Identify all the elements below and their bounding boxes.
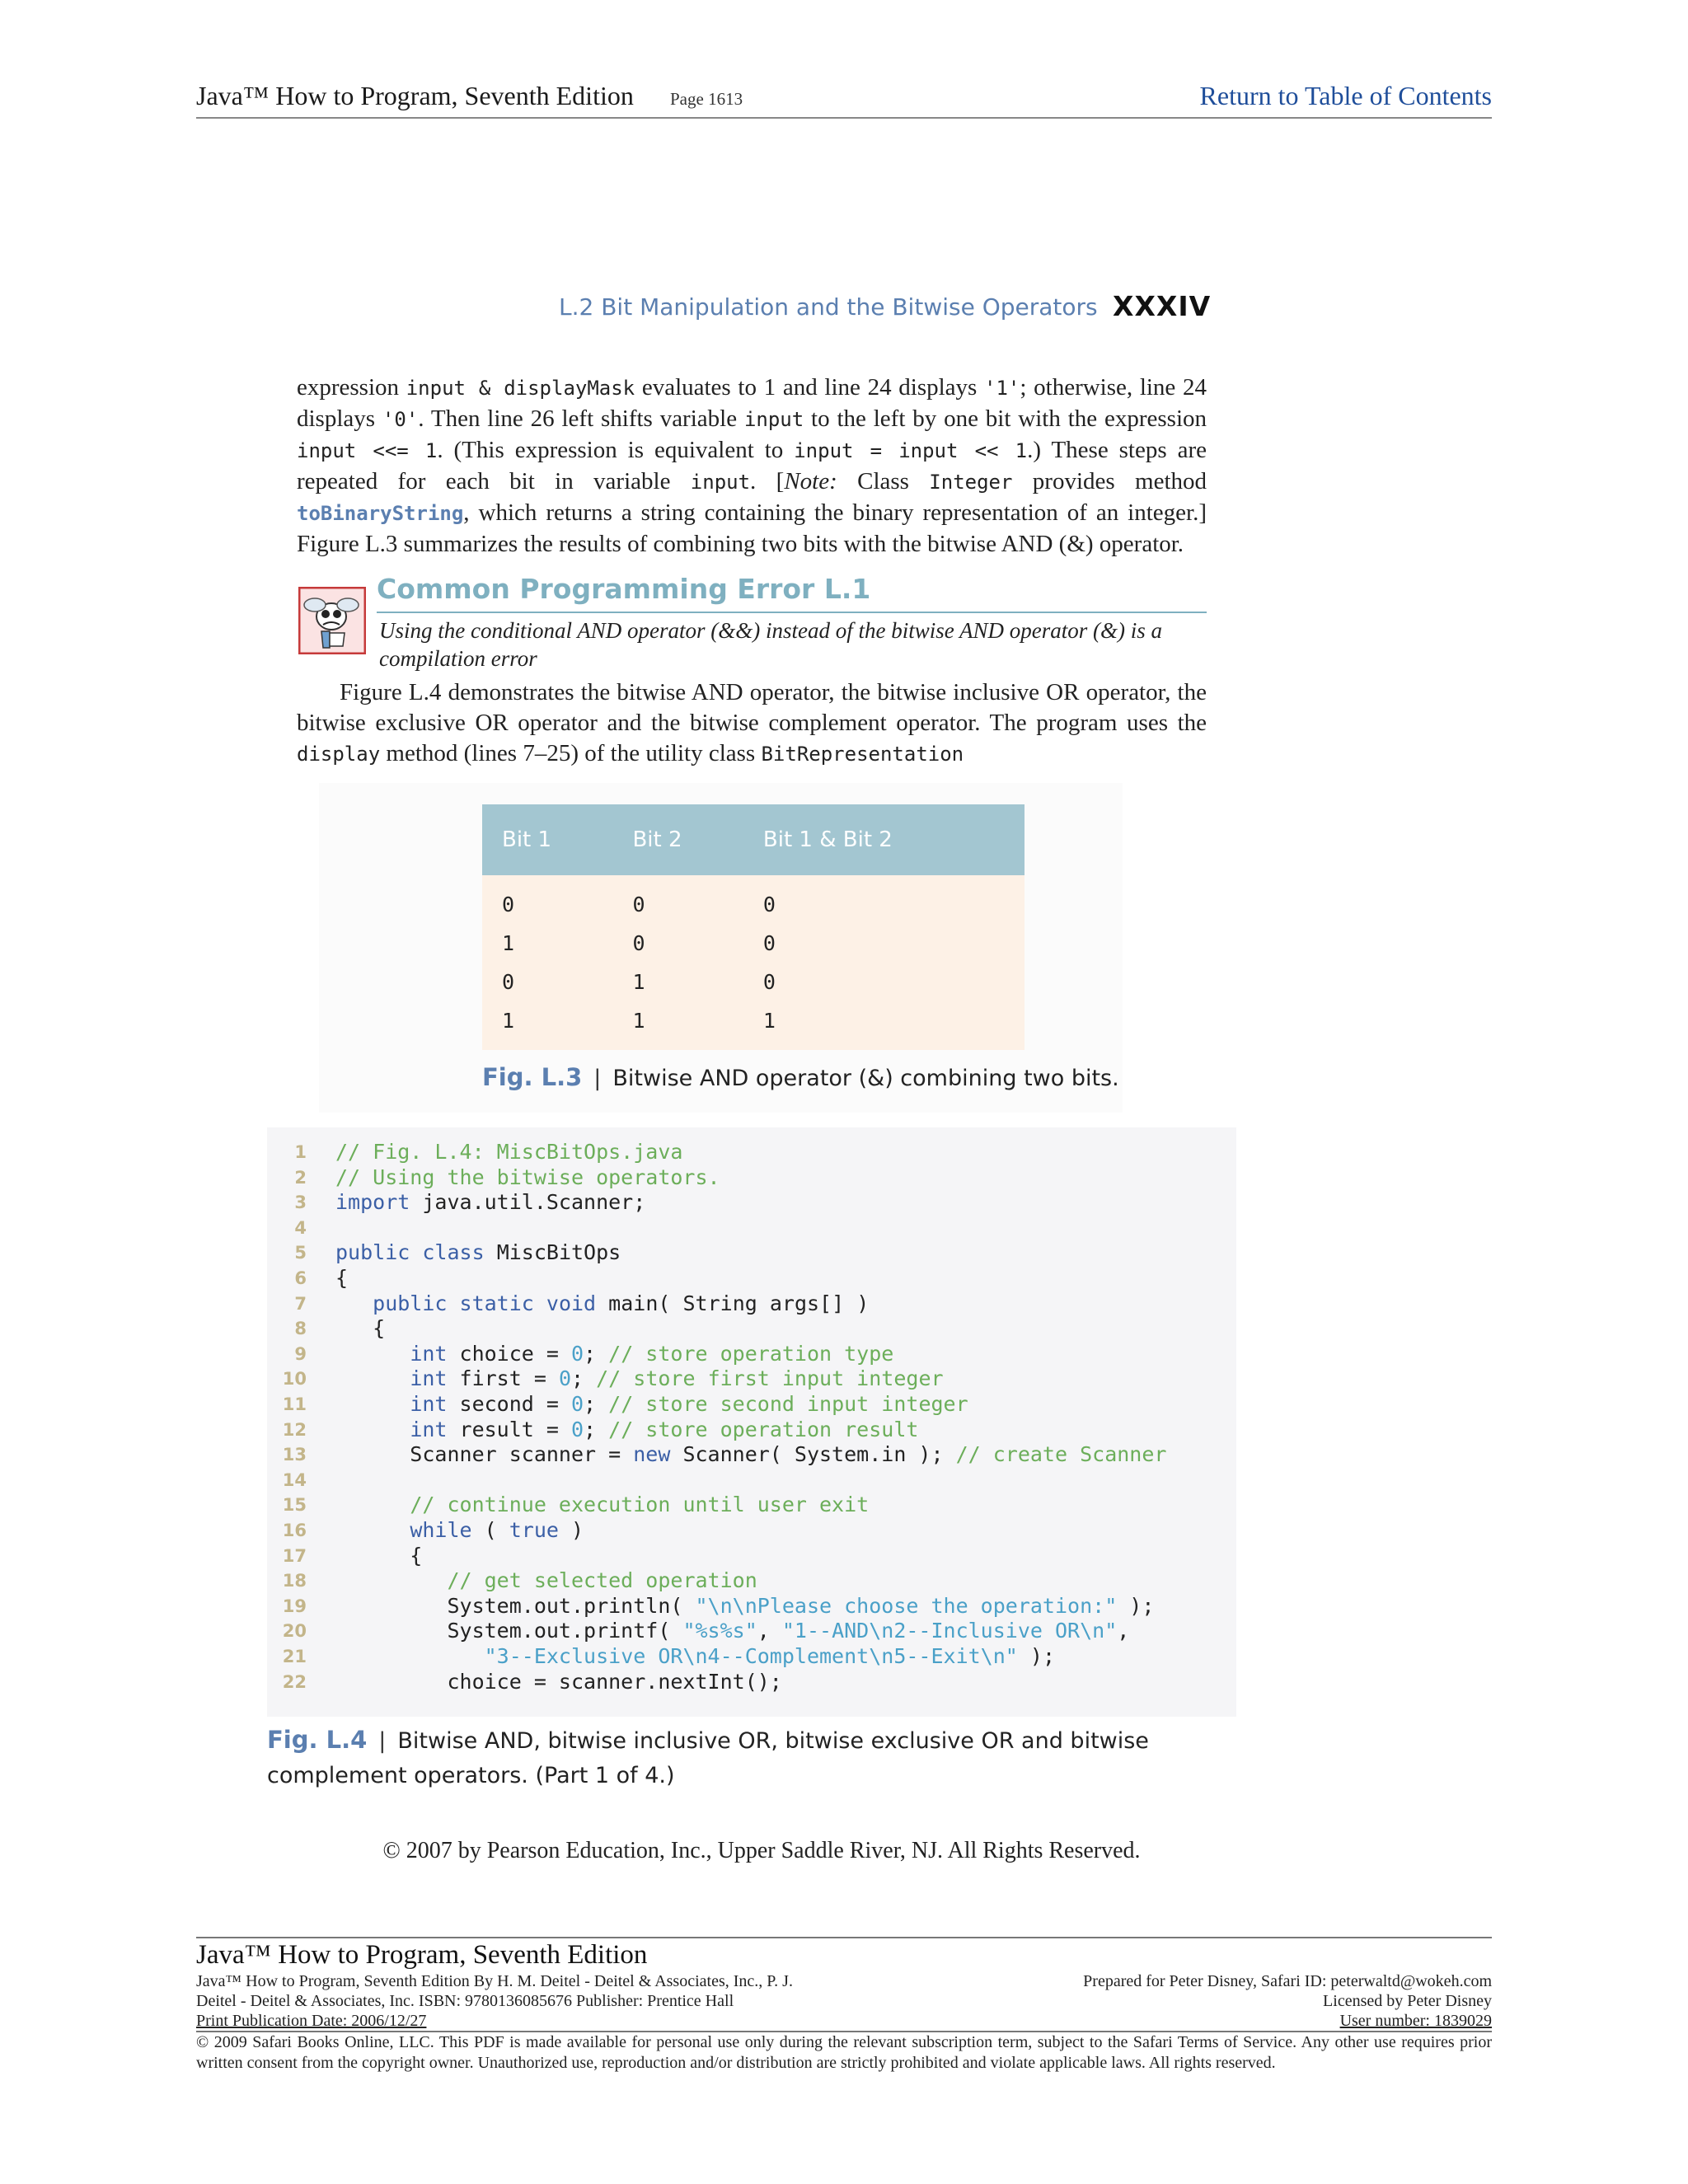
table-row: [482, 924, 1025, 963]
table-row: [482, 1001, 1025, 1050]
code-line: System.out.println( "\n\nPlease choose the operation:" );: [335, 1593, 1155, 1618]
footer-prepared-for: Prepared for Peter Disney, Safari ID: peterwaltd@wokeh.com: [1083, 1972, 1492, 1990]
section-running-head: L.2 Bit Manipulation and the Bitwise Operators: [559, 293, 1098, 321]
code-line: "3--Exclusive OR\n4--Complement\n5--Exit\n" );: [484, 1644, 1055, 1668]
footer-book-title: Java™ How to Program, Seventh Edition: [196, 1940, 648, 1970]
bitwise-and-table: [482, 804, 1025, 1050]
code-line: choice = scanner.nextInt();: [335, 1669, 782, 1694]
table-cell: 0: [482, 875, 612, 924]
code-line-number: 10: [282, 1369, 307, 1390]
table-cell: 1: [743, 1001, 1025, 1050]
page-label: Page 1613: [670, 89, 743, 109]
code-line-number: 21: [282, 1647, 307, 1666]
figure-l4-caption: Fig. L.4 | Bitwise AND, bitwise inclusive OR, bitwise exclusive OR and bitwise complement operators. (Part 1 of 4.): [267, 1726, 1149, 1788]
code-line: public static void main( String args[] ): [373, 1291, 870, 1315]
code-line-number: 1: [294, 1142, 307, 1162]
code-line: int result = 0; // store operation result: [410, 1417, 919, 1441]
table-cell: 0: [743, 924, 1025, 963]
code-line-number: 8: [294, 1319, 307, 1339]
footer-line: Deitel - Deitel & Associates, Inc. ISBN: 9780136085676 Publisher: Prentice Hall: [196, 1992, 734, 2010]
code-line: System.out.printf( "%s%s", "1--AND\n2--Inclusive OR\n",: [335, 1619, 1130, 1643]
code-line-number: 22: [282, 1671, 307, 1692]
code-line-number: 14: [282, 1469, 307, 1490]
code-line: {: [335, 1543, 423, 1568]
body-paragraph-1: expression input & displayMask evaluates to 1 and line 24 displays '1'; otherwise, line 24 displays '0'. Then line 26 left shifts variable input to the left by one bit with the expression input <<= 1. (This expression is equivalent to input = input << 1.) These steps are repeated for each bit in variable input. [Note: Class Integer provides method toBinaryString, which returns a string containing the binary representation of an integer.] Figure L.3 summarizes the results of combining two bits with the bitwise AND (&) operator.: [297, 374, 1207, 557]
code-line-number: 7: [294, 1293, 307, 1314]
code-line: // Fig. L.4: MiscBitOps.java: [335, 1140, 683, 1164]
code-line: public class MiscBitOps: [335, 1240, 621, 1265]
table-row: [482, 963, 1025, 1001]
table-header-row: [482, 804, 1025, 875]
table-header-cell: Bit 2: [612, 804, 743, 875]
footer-line: Java™ How to Program, Seventh Edition By H. M. Deitel - Deitel & Associates, Inc., P. J.: [196, 1972, 793, 1990]
code-line: Scanner scanner = new Scanner( System.in ); // create Scanner: [335, 1442, 1167, 1467]
code-line-number: 11: [282, 1394, 307, 1414]
code-line-number: 15: [282, 1495, 307, 1516]
code-line-number: 5: [294, 1243, 307, 1263]
footer-licensed-by: Licensed by Peter Disney: [1323, 1992, 1492, 2010]
page-number: XXXIV: [1113, 290, 1212, 322]
figure-label: Fig. L.4: [267, 1726, 368, 1754]
table-cell: 1: [612, 1001, 743, 1050]
code-line: {: [335, 1266, 349, 1290]
footer-line: Print Publication Date: 2006/12/27: [196, 2012, 427, 2030]
code-line: int choice = 0; // store operation type: [410, 1341, 894, 1366]
code-listing: [267, 1127, 1236, 1717]
table-cell: 1: [482, 1001, 612, 1050]
figure-caption-text: Bitwise AND, bitwise inclusive OR, bitwise exclusive OR and bitwise complement operators. (Part 1 of 4.): [267, 1728, 1149, 1788]
return-to-toc-link[interactable]: Return to Table of Contents: [1199, 81, 1492, 110]
code-line-number: 9: [294, 1343, 307, 1364]
code-line-number: 12: [282, 1419, 307, 1440]
footer-user-number: User number: 1839029: [1339, 2012, 1492, 2030]
code-line-number: 18: [282, 1571, 307, 1591]
code-line-number: 20: [282, 1621, 307, 1642]
error-box-rule: [377, 612, 1207, 613]
footer-rule: [196, 1937, 1492, 1938]
bug-thumbs-down-icon: [298, 587, 366, 654]
table-cell: 0: [612, 924, 743, 963]
footer-legal-notice: © 2009 Safari Books Online, LLC. This PDF is made available for personal use only during the relevant subscription term, subject to the Safari Terms of Service. Any other use requires prior written consent from the copyright owner. Unauthorized use, reproduction and/or distribution are strictly prohibited and violate applicable laws. All rights reserved.: [196, 2033, 1492, 2072]
page-header: [196, 76, 1492, 119]
code-line-number: 6: [294, 1268, 307, 1288]
table-cell: 0: [482, 963, 612, 1001]
error-box-heading: Common Programming Error L.1: [377, 573, 871, 605]
copyright-notice: © 2007 by Pearson Education, Inc., Upper Saddle River, NJ. All Rights Reserved.: [382, 1838, 1141, 1863]
code-line-number: 3: [294, 1193, 307, 1213]
code-line: int second = 0; // store second input integer: [410, 1392, 968, 1416]
code-line: // Using the bitwise operators.: [335, 1165, 720, 1189]
code-line-number: 19: [282, 1596, 307, 1616]
code-line-number: 17: [282, 1545, 307, 1566]
to-binary-string-link[interactable]: toBinaryString: [297, 502, 464, 525]
error-box-text: Using the conditional AND operator (&&) instead of the bitwise AND operator (&) is a compilation error: [379, 618, 1162, 671]
code-line: // get selected operation: [447, 1568, 757, 1593]
table-cell: 0: [743, 963, 1025, 1001]
code-line-number: 4: [294, 1217, 307, 1238]
table-header-cell: Bit 1 & Bit 2: [743, 804, 1025, 875]
table-cell: 1: [612, 963, 743, 1001]
code-line-number: 16: [282, 1521, 307, 1540]
table-header-cell: Bit 1: [482, 804, 612, 875]
figure-label: Fig. L.3: [482, 1063, 583, 1091]
footer-license-info: [1083, 1971, 1492, 2031]
code-line: int first = 0; // store first input integer: [410, 1366, 944, 1391]
table-cell: 0: [612, 875, 743, 924]
figure-l3-caption: Fig. L.3 | Bitwise AND operator (&) combining two bits.: [482, 1063, 1119, 1091]
code-line-number: 13: [282, 1445, 307, 1465]
code-line: {: [335, 1316, 386, 1341]
table-cell: 1: [482, 924, 612, 963]
table-cell: 0: [743, 875, 1025, 924]
table-row: [482, 875, 1025, 924]
code-line-number: 2: [294, 1167, 307, 1188]
footer-publication-info: [196, 1971, 793, 2031]
code-line: // continue execution until user exit: [410, 1493, 870, 1517]
body-paragraph-2: Figure L.4 demonstrates the bitwise AND operator, the bitwise inclusive OR operator, the bitwise exclusive OR operator and the bitwise complement operator. The program uses the display method (lines 7–25) of the utility class BitRepresentation: [297, 679, 1207, 766]
book-title: Java™ How to Program, Seventh Edition: [196, 81, 634, 110]
code-line: import java.util.Scanner;: [335, 1190, 646, 1215]
code-line: while ( true ): [410, 1518, 584, 1542]
figure-caption-text: Bitwise AND operator (&) combining two bits.: [612, 1066, 1119, 1091]
